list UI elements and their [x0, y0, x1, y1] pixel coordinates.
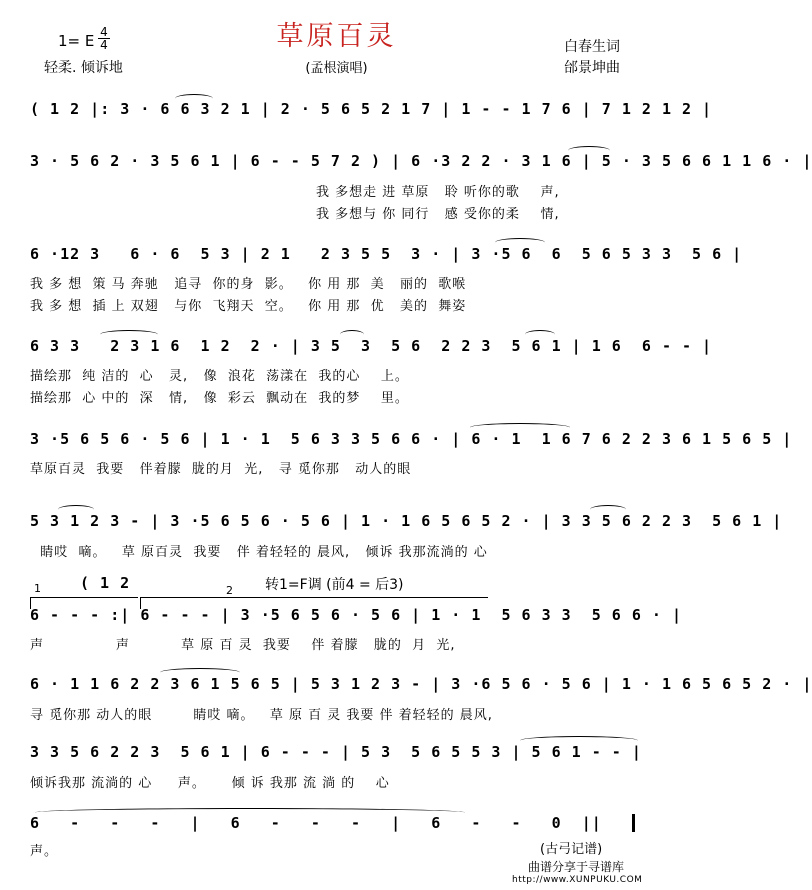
slur-mark: [590, 505, 626, 514]
lyric-row-10-verse-1: 声。: [30, 844, 59, 859]
lyric-row-2-verse-1: 我 多想走 进 草原 聆 听你的歌 声,: [316, 185, 560, 200]
key-signature: 1= E: [58, 32, 95, 50]
score-row-5: 3 ·5 6 5 6 · 5 6 | 1 · 1 5 6 3 3 5 6 6 · | 6 · 1 1 6 7 6 2 2 3 6 1 5 6 5 |: [30, 430, 793, 448]
site-url[interactable]: http://www.XUNPUKU.COM: [512, 875, 643, 885]
slur-mark: [495, 238, 545, 247]
singer-credit: (孟根演唱): [305, 61, 368, 76]
slur-mark: [340, 330, 364, 339]
composer-credit: 邰景坤曲: [564, 60, 620, 76]
score-row-4: 6 3 3 2 3 1 6 1 2 2 · | 3 5 3 5 6 2 2 3 5 6 1 | 1 6 6 - - |: [30, 337, 713, 355]
lyric-row-6-verse-1: 睛哎 嘀。 草 原百灵 我要 伴 着轻轻的 晨风, 倾诉 我那流淌的 心: [30, 545, 488, 560]
volta-1-line: [30, 597, 138, 598]
lyric-row-8-verse-1: 寻 觅你那 动人的眼 睛哎 嘀。 草 原 百 灵 我要 伴 着轻轻的 晨风,: [30, 708, 493, 723]
score-row-3: 6 ·12 3 6 · 6 5 3 | 2 1 2 3 5 5 3 · | 3 ·5 6 6 5 6 5 3 3 5 6 |: [30, 245, 743, 263]
score-row-8: 6 · 1 1 6 2 2 3 6 1 5 6 5 | 5 3 1 2 3 - | 3 ·6 5 6 · 5 6 | 1 · 1 6 5 6 5 2 · |: [30, 675, 812, 693]
lyricist-credit: 白春生词: [564, 39, 620, 55]
final-barline: [632, 814, 635, 832]
lyric-row-9-verse-1: 倾诉我那 流淌的 心 声。 倾 诉 我那 流 淌 的 心: [30, 776, 390, 791]
time-sig-top: 4: [100, 25, 108, 39]
time-signature: [98, 26, 110, 51]
volta-pickup: ( 1 2: [80, 574, 131, 592]
slur-mark: [100, 330, 158, 339]
volta-1-number: 1: [34, 582, 41, 595]
score-row-9: 3 3 5 6 2 2 3 5 6 1 | 6 - - - | 5 3 5 6 5 5 3 | 5 6 1 - - |: [30, 743, 642, 761]
score-row-10: 6 - - - | 6 - - - | 6 - - 0 ||: [30, 814, 602, 832]
volta-2-number: 2: [226, 584, 233, 597]
slur-mark: [470, 423, 570, 432]
slur-mark: [160, 668, 240, 677]
volta-2-line: [140, 597, 488, 598]
song-title: 草原百灵: [276, 21, 397, 52]
lyric-row-2-verse-2: 我 多想与 你 同行 感 受你的柔 情,: [316, 207, 560, 222]
transcriber-credit: (古弓记谱): [540, 842, 603, 857]
modulation-note: 转1=F调 (前4 = 后3): [265, 577, 404, 593]
lyric-row-4-verse-1: 描绘那 纯 洁的 心 灵, 像 浪花 荡漾在 我的心 上。: [30, 369, 409, 384]
score-row-6: 5 3 1 2 3 - | 3 ·5 6 5 6 · 5 6 | 1 · 1 6 5 6 5 2 · | 3 3 5 6 2 2 3 5 6 1 |: [30, 512, 783, 530]
share-watermark: 曲谱分享于寻谱库: [528, 860, 625, 874]
lyric-row-3-verse-2: 我 多 想 插 上 双翅 与你 飞翔天 空。 你 用 那 优 美的 舞姿: [30, 299, 467, 314]
time-sig-bottom: 4: [98, 38, 110, 51]
lyric-row-3-verse-1: 我 多 想 策 马 奔驰 追寻 你的身 影。 你 用 那 美 丽的 歌喉: [30, 277, 467, 292]
slur-mark: [568, 146, 610, 155]
lyric-row-7-verse-1: 声 声 草 原 百 灵 我要 伴 着朦 胧的 月 光,: [30, 638, 456, 653]
lyric-row-5-verse-1: 草原百灵 我要 伴着朦 胧的月 光, 寻 觅你那 动人的眼: [30, 462, 412, 477]
score-row-1: ( 1 2 |: 3 · 6 6 3 2 1 | 2 · 5 6 5 2 1 7 | 1 - - 1 7 6 | 7 1 2 1 2 |: [30, 100, 713, 118]
slur-mark: [58, 505, 94, 514]
lyric-row-4-verse-2: 描绘那 心 中的 深 情, 像 彩云 飘动在 我的梦 里。: [30, 391, 409, 406]
score-row-2: 3 · 5 6 2 · 3 5 6 1 | 6 - - 5 7 2 ) | 6 ·3 2 2 · 3 1 6 | 5 · 3 5 6 6 1 1 6 · |: [30, 152, 812, 170]
slur-mark: [525, 330, 555, 339]
score-row-7: 6 - - - :| 6 - - - | 3 ·5 6 5 6 · 5 6 | 1 · 1 5 6 3 3 5 6 6 · |: [30, 606, 682, 624]
tempo-marking: 轻柔. 倾诉地: [44, 60, 123, 76]
slur-mark: [175, 94, 213, 103]
slur-mark: [520, 736, 638, 745]
